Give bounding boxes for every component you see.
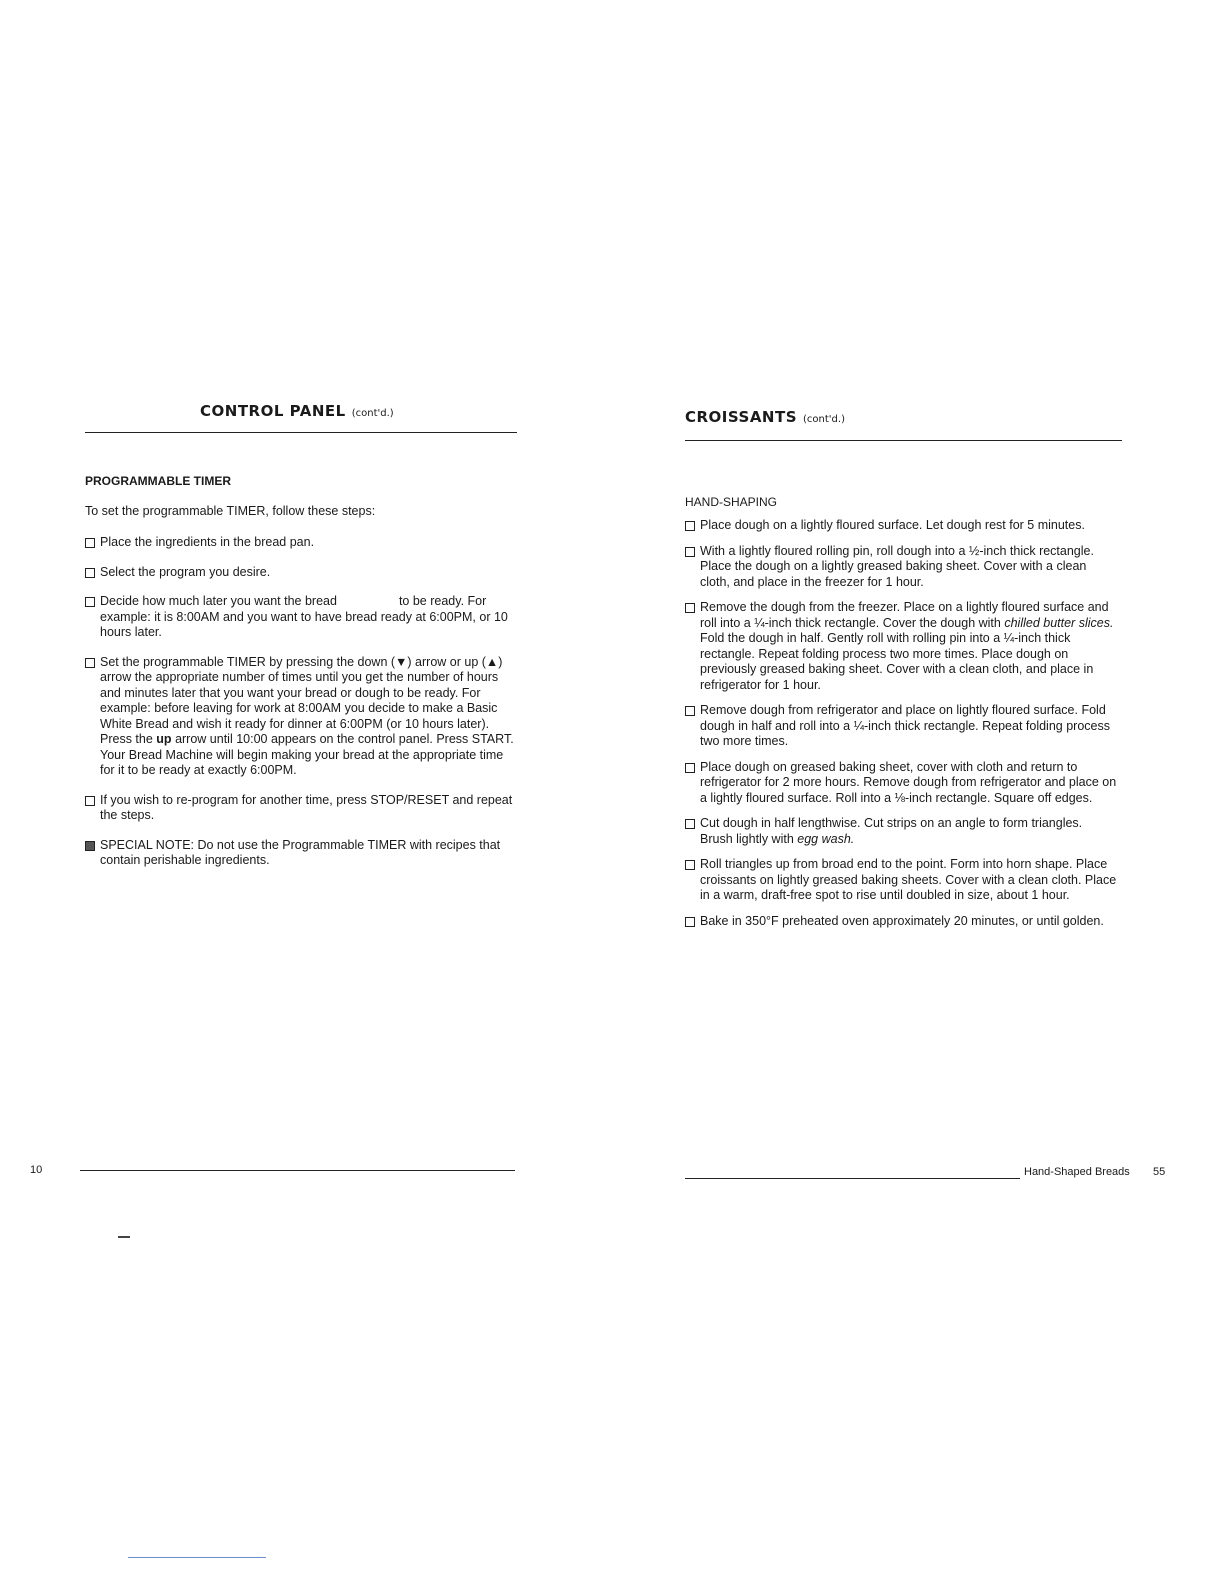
right-section-title: HAND-SHAPING xyxy=(685,495,778,509)
left-footer-rule xyxy=(80,1170,515,1171)
right-step-1-text: Place dough on a lightly floured surface. Let dough rest for 5 minutes. xyxy=(700,518,1085,532)
left-header-subtitle: (cont'd.) xyxy=(351,408,394,419)
left-step-5 xyxy=(85,793,517,824)
filled-square-icon xyxy=(85,841,95,851)
checkbox-icon xyxy=(685,547,695,557)
left-header xyxy=(200,402,394,420)
right-step-8 xyxy=(685,914,1117,930)
checkbox-icon xyxy=(685,603,695,613)
right-page xyxy=(612,0,1225,1585)
checkbox-icon xyxy=(85,597,95,607)
checkbox-icon xyxy=(685,763,695,773)
right-step-4 xyxy=(685,703,1117,750)
left-step-4-text-a: Set the programmable TIMER by pressing the down (▼) arrow or up (▲) arrow the appropriate number of times until you get the number of hours and minutes later that you want your bread or dough to be ready. For example: before leaving for work at 8:00AM you decide to make a Basic White Bread and wish it ready for dinner at 6:00PM (or 10 hours later). Press the xyxy=(100,654,503,746)
left-header-title: CONTROL PANEL xyxy=(200,402,346,420)
checkbox-icon xyxy=(85,796,95,806)
left-page xyxy=(0,0,612,1585)
left-step-1-text: Place the ingredients in the bread pan. xyxy=(100,535,315,549)
right-steps xyxy=(685,518,1117,939)
checkbox-icon xyxy=(85,658,95,668)
left-step-4-bold: up xyxy=(156,732,172,746)
checkbox-icon xyxy=(685,706,695,716)
left-header-rule xyxy=(85,432,517,433)
right-header-title: CROISSANTS xyxy=(685,408,798,426)
right-step-3-emphasis: chilled butter slices. xyxy=(1004,615,1114,630)
right-header-subtitle: (cont'd.) xyxy=(803,414,845,425)
left-step-3-text-a: Decide how much later you want the bread xyxy=(100,594,337,608)
right-page-number: 55 xyxy=(1153,1166,1166,1178)
left-steps xyxy=(85,535,517,883)
right-step-6-emphasis: egg wash. xyxy=(797,831,855,846)
left-step-2-text: Select the program you desire. xyxy=(100,564,271,579)
right-step-6 xyxy=(685,816,1117,847)
left-section-title: PROGRAMMABLE TIMER xyxy=(85,474,231,488)
right-step-5-text: Place dough on greased baking sheet, cover with cloth and return to refrigerator for 2 more hours. Remove dough from refrigerator and place on a lightly floured surface. Roll into a ⅛-inch rectangle. Square off edges. xyxy=(700,759,1117,805)
right-footer-rule xyxy=(685,1178,1020,1179)
right-step-5 xyxy=(685,760,1117,807)
right-step-7-text: Roll triangles up from broad end to the point. Form into horn shape. Place croissants on lightly greased baking sheets. Cover with a clean cloth. Place in a warm, draft-free spot to rise until doubled in size, about 1 hour. xyxy=(700,857,1117,902)
right-step-3-text-b: Fold the dough in half. Gently roll with rolling pin into a ¼-inch thick rectangle. Repeat folding process two more times. Place dough on previously greased baking sheet. Cover with a clean cloth, and place in refrigerator for 1 hour. xyxy=(700,631,1094,692)
checkbox-icon xyxy=(685,521,695,531)
left-note-text: SPECIAL NOTE: Do not use the Programmable TIMER with recipes that contain perishable ingredients. xyxy=(100,837,501,867)
left-page-number: 10 xyxy=(30,1164,43,1176)
left-step-4-text-b: arrow until 10:00 appears on the control panel. Press START. Your Bread Machine will begin making your bread at the appropriate time for it to be ready at exactly 6:00PM. xyxy=(100,732,514,777)
right-step-7 xyxy=(685,857,1117,904)
right-footer-section: Hand-Shaped Breads xyxy=(1024,1166,1130,1178)
right-step-4-text: Remove dough from refrigerator and place on lightly floured surface. Fold dough in half and roll into a ¼-inch thick rectangle. Repeat folding process two more times. xyxy=(700,703,1110,748)
right-step-2 xyxy=(685,544,1117,591)
checkbox-icon xyxy=(685,819,695,829)
right-header xyxy=(685,408,845,426)
scan-line xyxy=(128,1557,266,1558)
left-note xyxy=(85,838,517,869)
left-step-5-text: If you wish to re-program for another time, press STOP/RESET and repeat the steps. xyxy=(100,792,513,822)
right-header-rule xyxy=(685,440,1122,441)
checkbox-icon xyxy=(85,538,95,548)
right-step-2-text: With a lightly floured rolling pin, roll dough into a ½-inch thick rectangle. Place the dough on a lightly greased baking sheet. Cover with a clean cloth, and place in the freezer for 1 hour. xyxy=(700,543,1094,589)
checkbox-icon xyxy=(685,917,695,927)
left-step-1 xyxy=(85,535,517,551)
left-step-3 xyxy=(85,594,517,641)
right-step-3 xyxy=(685,600,1117,693)
scan-mark xyxy=(118,1236,130,1238)
left-step-4 xyxy=(85,655,517,779)
left-step-2 xyxy=(85,565,517,581)
checkbox-icon xyxy=(685,860,695,870)
right-step-8-text: Bake in 350°F preheated oven approximately 20 minutes, or until golden. xyxy=(700,913,1104,928)
right-step-1 xyxy=(685,518,1117,534)
left-intro: To set the programmable TIMER, follow these steps: xyxy=(85,504,376,518)
right-step-3-text-a: Remove the dough from the freezer. Place on a lightly floured surface and roll into a ¼-inch thick rectangle. Cover the dough with xyxy=(700,600,1109,630)
left-step-3-text-b: to be ready. For example: it is 8:00AM and you want to have bread ready at 6:00PM, or 10 hours later. xyxy=(100,594,508,639)
right-step-6-text-a: Cut dough in half lengthwise. Cut strips on an angle to form triangles. Brush lightly with xyxy=(700,816,1083,846)
checkbox-icon xyxy=(85,568,95,578)
